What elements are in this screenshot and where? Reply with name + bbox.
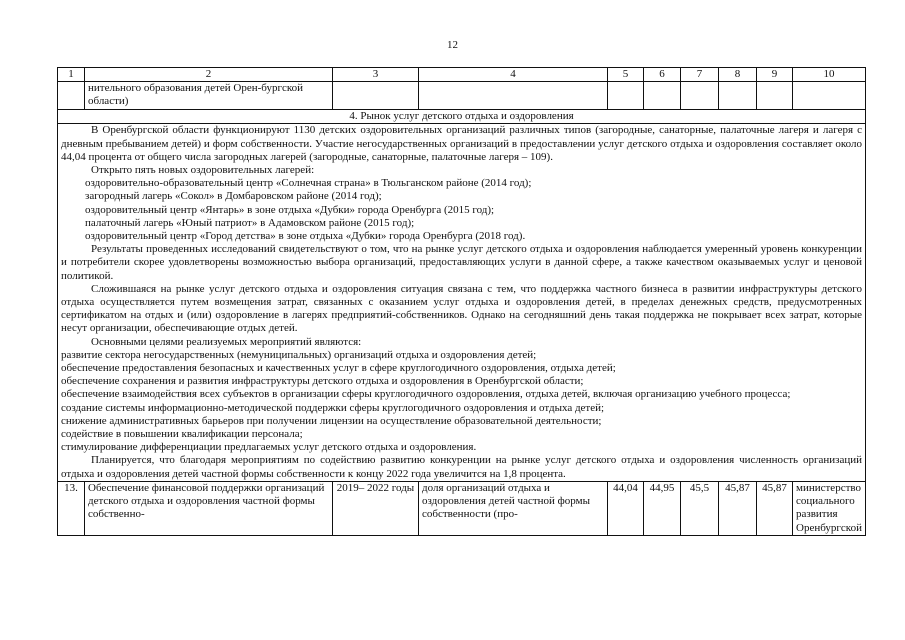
col-header-7: 7 [681, 68, 719, 82]
section-title: 4. Рынок услуг детского отдыха и оздоровления [58, 110, 866, 124]
table-row-13 [58, 481, 866, 535]
goal-item: обеспечение сохранения и развития инфраструктуры детского отдыха и оздоровления в Оренбургской области; [61, 375, 584, 388]
section-body [58, 124, 866, 481]
responsible-text: министерство социального развития Оренбургской [793, 481, 866, 535]
measure-text: Обеспечение финансовой поддержки организаций детского отдыха и оздоровления частной формы собственно- [85, 481, 333, 535]
continued-row [58, 82, 866, 110]
goal-item: обеспечение взаимодействия всех субъектов в организации сферы круглогодичного оздоровления, отдыха детей, включая организацию учебного процесса; [61, 388, 791, 401]
goal-item: стимулирование дифференциации предлагаемых услуг детского отдыха и оздоровления. [61, 441, 477, 454]
col-header-9: 9 [757, 68, 793, 82]
body-paragraph-2: Открыто пять новых оздоровительных лагерей: [91, 164, 315, 177]
body-paragraph-3: Результаты проведенных исследований свидетельствуют о том, что на рынке услуг детского отдыха и оздоровления наблюдается умеренный уровень конкуренции и потребители скорее удовлетворены возможностью выбора организаций, предоставляющих услуги в данной сфере, а также качеством оказываемых услуг и ценовой политикой. [61, 243, 862, 282]
page-number: 12 [447, 39, 458, 51]
goal-item: обеспечение предоставления безопасных и качественных услуг в сфере круглогодичного оздоровления, отдыха детей; [61, 362, 616, 375]
continued-measure-text: нительного образования детей Орен-бургской области) [85, 82, 333, 110]
camp-item: оздоровительный центр «Город детства» в зоне отдыха «Дубки» города Оренбурга (2018 год). [85, 230, 526, 243]
body-paragraph-1: В Оренбургской области функционируют 1130 детских оздоровительных организаций различных типов (загородные, санаторные, палаточные лагеря и лагеря с дневным пребыванием детей) и форм собственности. Участие негосударственных организаций в предоставлении услуг детского отдыха и оздоровления составляет около 44,04 процента от общего числа загородных лагерей (загородные, санаторные, палаточные лагеря – 109). [61, 124, 862, 163]
col-header-10: 10 [793, 68, 866, 82]
row-number: 13. [58, 481, 85, 535]
value-col-7: 45,5 [681, 481, 719, 535]
body-paragraph-6: Планируется, что благодаря мероприятиям по содействию развитию конкуренции на рынке услуг детского отдыха и оздоровления численность организаций отдыха и оздоровления детей частной формы собственности к концу 2022 года увеличится на 1,8 процента. [61, 454, 862, 480]
camp-item: оздоровительно-образовательный центр «Солнечная страна» в Тюльганском районе (2014 год); [85, 177, 532, 190]
camp-item: загородный лагерь «Сокол» в Домбаровском районе (2014 год); [85, 190, 382, 203]
camp-item: оздоровительный центр «Янтарь» в зоне отдыха «Дубки» города Оренбурга (2015 год); [85, 203, 495, 216]
section-body-row [58, 124, 866, 481]
section-row [58, 110, 866, 124]
value-col-8: 45,87 [719, 481, 757, 535]
col-header-1: 1 [58, 68, 85, 82]
col-header-5: 5 [608, 68, 644, 82]
goal-item: содействие в повышении квалификации персонала; [61, 428, 303, 441]
goal-item: снижение административных барьеров при получении лицензии на осуществление образовательной деятельности; [61, 414, 602, 427]
program-table [57, 67, 866, 536]
column-number-row [58, 68, 866, 82]
col-header-2: 2 [85, 68, 333, 82]
col-header-8: 8 [719, 68, 757, 82]
value-col-5: 44,04 [608, 481, 644, 535]
goal-item: развитие сектора негосударственных (немуниципальных) организаций отдыха и оздоровления детей; [61, 348, 537, 361]
col-header-4: 4 [419, 68, 608, 82]
goal-item: создание системы информационно-методической поддержки сферы круглогодичного оздоровления и отдыха детей; [61, 401, 605, 414]
body-paragraph-5: Основными целями реализуемых мероприятий являются: [91, 335, 362, 348]
value-col-9: 45,87 [757, 481, 793, 535]
body-paragraph-4: Сложившаяся на рынке услуг детского отдыха и оздоровления ситуация связана с тем, что поддержка частного бизнеса в развитии инфраструктуры детского отдыха осуществляется путем возмещения затрат, связанных с оказанием услуг отдыха и оздоровления детей, в пределах денежных средств, предусмотренных сертификатом на отдых и (или) оздоровление в лагерях предприятий-собственников. Однако на сегодняшний день такая поддержка не покрывает всех затрат, которые несут организации, обеспечивающие отдых детей. [61, 282, 862, 335]
col-header-6: 6 [644, 68, 681, 82]
col-header-3: 3 [333, 68, 419, 82]
period-text: 2019– 2022 годы [333, 481, 419, 535]
value-col-6: 44,95 [644, 481, 681, 535]
indicator-text: доля организаций отдыха и оздоровления детей частной формы собственности (про- [419, 481, 608, 535]
camp-item: палаточный лагерь «Юный патриот» в Адамовском районе (2015 год); [85, 216, 415, 229]
